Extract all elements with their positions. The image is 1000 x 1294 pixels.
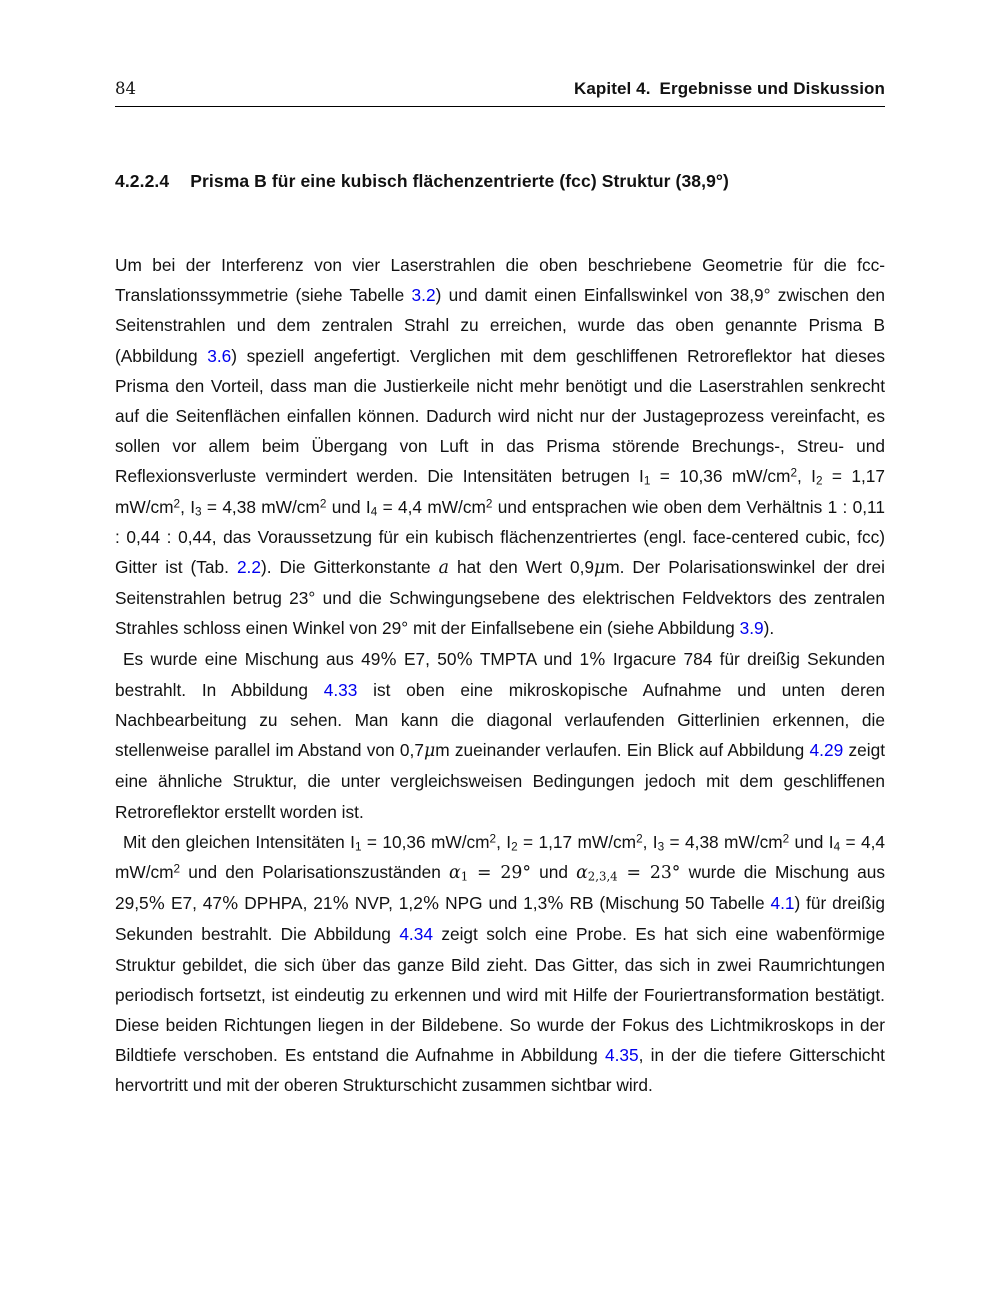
text-run: E7, 50 bbox=[396, 648, 457, 669]
text-run: = 10,36 mW/cm bbox=[650, 466, 791, 487]
paragraph bbox=[115, 827, 890, 1101]
text-run: zeigt eine ähnliche Struktur, die unter vergleichsweisen Bedingungen jedoch mit dem geschliffenen Retroreflektor erstellt worden ist. bbox=[115, 740, 890, 822]
text-run: = 4,38 mW/cm bbox=[664, 831, 783, 852]
math-roman-symbol: = 29° bbox=[468, 863, 531, 884]
text-run: Mit den gleichen Intensitäten I bbox=[123, 831, 355, 852]
text-run: und den Polarisationszuständen bbox=[180, 862, 450, 883]
superscript: 2 bbox=[173, 497, 181, 511]
text-run: , I bbox=[496, 831, 512, 852]
text-run: und entsprachen wie oben dem Verhältnis 1 : 0,11 : 0,44 : 0,44, das Voraussetzung für ein kubisch flächenzentriertes (engl. face-centered cubic, fcc) Gitter ist (Tab. bbox=[115, 496, 890, 578]
math-italic-symbol: μ bbox=[423, 741, 436, 762]
page-header bbox=[115, 0, 885, 99]
subscript: 3 bbox=[657, 840, 665, 854]
text-run: NPG und 1,3 bbox=[439, 893, 548, 914]
math-italic-symbol: α bbox=[449, 863, 461, 884]
header-rule bbox=[115, 106, 885, 107]
paragraph bbox=[115, 250, 890, 644]
superscript: 2 bbox=[485, 497, 493, 511]
subscript: 2 bbox=[815, 475, 823, 488]
ref-link[interactable]: 4.33 bbox=[323, 679, 358, 700]
math-italic-symbol: a bbox=[438, 558, 449, 579]
section-title: Prisma B für eine kubisch flächenzentrierte (fcc) Struktur (38,9°) bbox=[190, 171, 729, 191]
text-run: ist oben eine mikroskopische Aufnahme und unten deren Nachbearbeitung zu sehen. Man kann die diagonal verlaufenden Gitterlinien erkennen, die stellenweise parallel im Abstand von 0,7 bbox=[115, 679, 890, 761]
text-run: Es wurde eine Mischung aus 49 bbox=[123, 648, 381, 669]
math-roman-symbol: % bbox=[422, 894, 440, 915]
text-run: ). bbox=[763, 618, 775, 639]
subscript: 4 bbox=[370, 505, 378, 519]
ref-link[interactable]: 4.34 bbox=[399, 924, 433, 945]
text-run: ) und damit einen Einfallswinkel von 38,9° zwischen den Seitenstrahlen und dem zentralen Strahl zu erreichen, wurde das oben genannte Prisma B (Abbildung bbox=[115, 285, 890, 366]
ref-link[interactable]: 4.1 bbox=[770, 893, 795, 914]
ref-link[interactable]: 3.9 bbox=[739, 618, 764, 639]
ref-link[interactable]: 3.2 bbox=[411, 285, 436, 306]
text-run: Irgacure 784 für dreißig Sekunden bestrahlt. In Abbildung bbox=[115, 648, 890, 700]
text-run: = 4,4 mW/cm bbox=[115, 831, 890, 883]
superscript: 2 bbox=[173, 862, 181, 876]
paragraph bbox=[115, 644, 890, 827]
text-run: und bbox=[530, 862, 577, 883]
text-run: zeigt solch eine Probe. Es hat sich eine wabenförmige Struktur gebildet, die sich über das ganze Bild zieht. Das Gitter, das sich in zwei Raumrichtungen periodisch fortsetzt, ist eindeutig zu erkennen und wird mit Hilfe der Fouriertransformation bestätigt. Diese beiden Richtungen liegen in der Bildebene. So wurde der Fokus des Lichtmikroskops in der Bildtiefe verschoben. Es entstand die Aufnahme in Abbildung bbox=[115, 924, 890, 1066]
text-run: = 1,17 mW/cm bbox=[115, 466, 890, 517]
running-head bbox=[574, 79, 885, 99]
text-run: RB (Mischung 50 Tabelle bbox=[563, 893, 771, 914]
math-roman-symbol: % bbox=[456, 649, 473, 670]
text-run: , I bbox=[180, 496, 196, 517]
ref-link[interactable]: 3.6 bbox=[207, 345, 232, 366]
math-roman-symbol: % bbox=[547, 894, 564, 915]
ref-link[interactable]: 2.2 bbox=[236, 557, 261, 578]
text-run: = 4,4 mW/cm bbox=[377, 496, 486, 517]
text-run: E7, 47 bbox=[165, 893, 222, 914]
text-run: ). Die Gitterkonstante bbox=[260, 557, 439, 578]
math-roman-symbol: % bbox=[332, 894, 349, 915]
page-number: 84 bbox=[115, 79, 136, 98]
text-run: wurde die Mischung aus 29,5 bbox=[115, 862, 890, 914]
subscript: 1 bbox=[643, 475, 651, 488]
text-run: , I bbox=[642, 831, 658, 852]
superscript: 2 bbox=[636, 832, 643, 846]
math-roman-symbol: % bbox=[148, 894, 166, 915]
text-run: hat den Wert 0,9 bbox=[448, 557, 594, 578]
math-subscript: 2,3,4 bbox=[587, 869, 618, 884]
text-run: TMPTA und 1 bbox=[472, 648, 590, 669]
superscript: 2 bbox=[319, 497, 327, 511]
text-run: Um bei der Interferenz von vier Laserstrahlen die oben beschriebene Geometrie für die fcc-Translationssymmetrie (siehe Tabelle bbox=[115, 255, 885, 306]
math-roman-symbol: = 23° bbox=[617, 863, 681, 884]
subscript: 2 bbox=[511, 840, 518, 854]
math-subscript: 1 bbox=[460, 869, 469, 884]
superscript: 2 bbox=[790, 467, 797, 481]
subscript: 3 bbox=[195, 505, 202, 519]
text-run: ) für dreißig Sekunden bestrahlt. Die Abbildung bbox=[115, 893, 890, 945]
running-head-chapter: Kapitel 4. bbox=[573, 79, 651, 98]
text-run: ) speziell angefertigt. Verglichen mit dem geschliffenen Retroreflektor hat dieses Prisma den Vorteil, dass man die Justierkeile nicht mehr benötigt und die Laserstrahlen senkrecht auf die Seitenflächen einfallen können. Dadurch wird nicht nur der Justageprozess vereinfacht, es sollen vor allem beim Übergang von Luft in das Prisma störende Brechungs-, Streu- und Reflexionsverluste vermindert werden. Die Intensitäten betrugen I bbox=[115, 345, 890, 487]
superscript: 2 bbox=[489, 832, 497, 846]
math-italic-symbol: μ bbox=[593, 558, 606, 579]
text-run: = 1,17 mW/cm bbox=[517, 831, 637, 852]
math-roman-symbol: % bbox=[222, 894, 239, 915]
math-roman-symbol: % bbox=[380, 649, 397, 670]
text-run: = 4,38 mW/cm bbox=[201, 496, 320, 517]
superscript: 2 bbox=[782, 832, 790, 846]
text-run: NVP, 1,2 bbox=[348, 893, 423, 914]
section-number: 4.2.2.4 bbox=[115, 171, 170, 191]
text-run: DPHPA, 21 bbox=[238, 893, 333, 914]
subscript: 1 bbox=[354, 840, 362, 854]
text-run: , I bbox=[796, 466, 816, 487]
ref-link[interactable]: 4.35 bbox=[604, 1045, 639, 1066]
text-run: m zueinander verlaufen. Ein Blick auf Abbildung bbox=[435, 740, 810, 761]
math-roman-symbol: % bbox=[589, 649, 606, 670]
body-text bbox=[115, 250, 890, 1101]
running-head-title: Ergebnisse und Diskussion bbox=[659, 79, 885, 98]
text-run: , in der die tiefere Gitterschicht hervortritt und mit der oberen Strukturschicht zusammen sichtbar wird. bbox=[115, 1045, 890, 1096]
text-run: m. Der Polarisationswinkel der drei Seitenstrahlen betrug 23° und die Schwingungsebene des elektrischen Feldvektors des zentralen Strahles schloss einen Winkel von 29° mit der Einfallsebene ein (siehe Abbildung bbox=[115, 557, 890, 639]
subscript: 4 bbox=[833, 840, 841, 854]
text-run: und I bbox=[326, 496, 371, 517]
text-run: = 10,36 mW/cm bbox=[361, 831, 490, 852]
text-run: und I bbox=[789, 831, 834, 852]
math-italic-symbol: α bbox=[576, 863, 588, 884]
ref-link[interactable]: 4.29 bbox=[809, 740, 844, 761]
section-heading bbox=[115, 171, 885, 192]
